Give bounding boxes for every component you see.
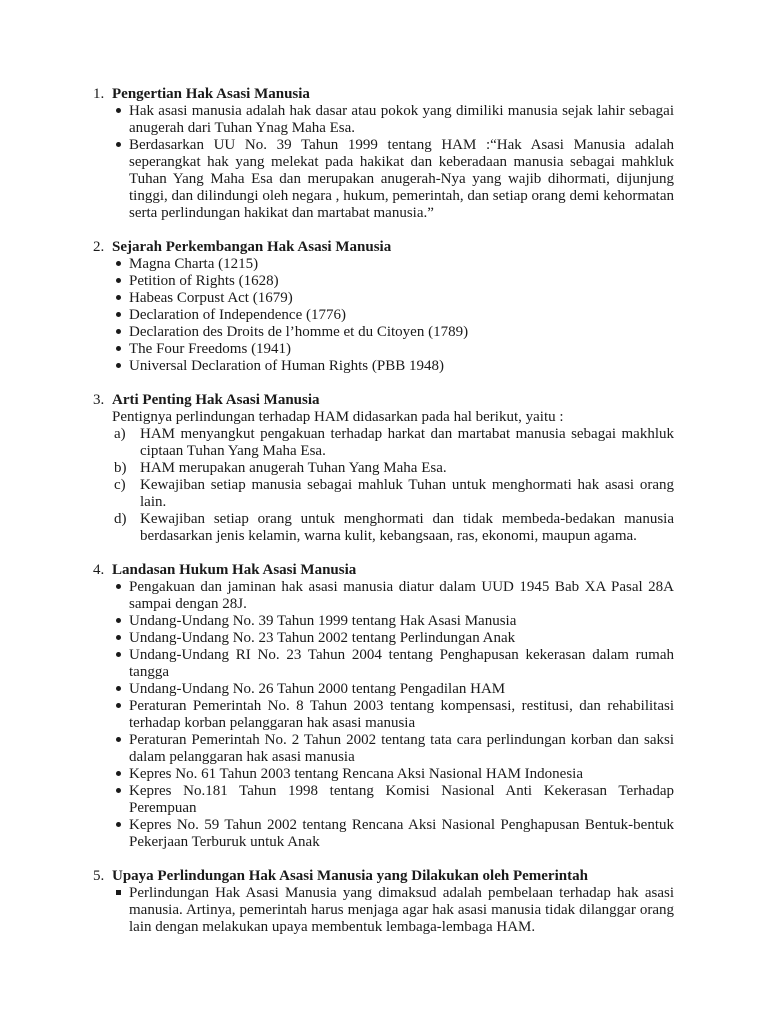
bullet-dot-icon [113, 817, 123, 834]
bullet-list [0, 885, 768, 936]
section-heading [0, 868, 768, 885]
section-heading [0, 562, 768, 579]
list-item: Pengakuan dan jaminan hak asasi manusia diatur dalam UUD 1945 Bab XA Pasal 28A sampai dengan 28J. [0, 579, 768, 613]
list-item: a) HAM menyangkut pengakuan terhadap harkat dan martabat manusia sebagai makhluk ciptaan Tuhan Yang Maha Esa. [114, 426, 674, 459]
list-item: Kepres No.181 Tahun 1998 tentang Komisi Nasional Anti Kekerasan Terhadap Perempuan [0, 783, 768, 817]
lettered-list [0, 426, 768, 545]
section-heading [0, 86, 768, 103]
section-intro: Pentignya perlindungan terhadap HAM didasarkan pada hal berikut, yaitu : [112, 409, 564, 425]
section-number: 5. [93, 868, 105, 884]
section-number: 3. [93, 392, 105, 408]
bullet-dot-icon [113, 681, 123, 698]
section-title: Arti Penting Hak Asasi Manusia [112, 392, 320, 408]
bullet-dot-icon [113, 273, 123, 290]
section-2 [0, 239, 768, 375]
section-title: Upaya Perlindungan Hak Asasi Manusia yang Dilakukan oleh Pemerintah [112, 868, 588, 884]
section-title: Landasan Hukum Hak Asasi Manusia [112, 562, 357, 578]
list-item: Declaration of Independence (1776) [0, 307, 768, 324]
bullet-list [0, 579, 768, 851]
section-number: 4. [93, 562, 105, 578]
bullet-dot-icon [113, 341, 123, 358]
bullet-square-icon [113, 885, 123, 902]
bullet-list [0, 256, 768, 375]
list-item: Declaration des Droits de l’homme et du Citoyen (1789) [0, 324, 768, 341]
list-item: c) Kewajiban setiap manusia sebagai mahluk Tuhan untuk menghormati hak asasi orang lain. [114, 477, 674, 510]
section-4 [0, 562, 768, 851]
bullet-dot-icon [113, 137, 123, 154]
list-item: d) Kewajiban setiap orang untuk menghormati dan tidak membeda-bedakan manusia berdasarkan jenis kelamin, warna kulit, kebangsaan, ras, ekonomi, maupun agama. [114, 511, 674, 544]
bullet-dot-icon [113, 647, 123, 664]
bullet-dot-icon [113, 630, 123, 647]
list-item: Kepres No. 61 Tahun 2003 tentang Rencana Aksi Nasional HAM Indonesia [0, 766, 768, 783]
list-item: b) HAM merupakan anugerah Tuhan Yang Maha Esa. [114, 460, 447, 476]
bullet-dot-icon [113, 579, 123, 596]
list-marker: a) [114, 426, 126, 442]
list-item: Undang-Undang No. 39 Tahun 1999 tentang Hak Asasi Manusia [0, 613, 768, 630]
list-marker: c) [114, 477, 126, 493]
bullet-dot-icon [113, 783, 123, 800]
bullet-dot-icon [113, 290, 123, 307]
section-3 [0, 392, 768, 545]
list-marker: d) [114, 511, 127, 527]
list-item: Habeas Corpust Act (1679) [0, 290, 768, 307]
document-page [0, 86, 768, 936]
bullet-dot-icon [113, 698, 123, 715]
list-item: Universal Declaration of Human Rights (PBB 1948) [0, 358, 768, 375]
section-5 [0, 868, 768, 936]
list-item: Magna Charta (1215) [0, 256, 768, 273]
list-item: Berdasarkan UU No. 39 Tahun 1999 tentang HAM :“Hak Asasi Manusia adalah seperangkat hak yang melekat pada hakikat dan keberadaan manusia sebagai mahkluk Tuhan Yang Maha Esa dan merupakan anugerah-Nya yang wajib dihormati, dijunjung tinggi, dan dilindungi oleh negara , hukum, pemerintah, dan setiap orang demi kehormatan serta perlindungan hakikat dan martabat manusia.” [0, 137, 768, 222]
bullet-dot-icon [113, 307, 123, 324]
bullet-dot-icon [113, 613, 123, 630]
bullet-dot-icon [113, 256, 123, 273]
list-item: Petition of Rights (1628) [0, 273, 768, 290]
bullet-list [0, 103, 768, 222]
section-number: 2. [93, 239, 105, 255]
list-item: Perlindungan Hak Asasi Manusia yang dimaksud adalah pembelaan terhadap hak asasi manusia. Artinya, pemerintah harus menjaga agar hak asasi manusia tidak dilanggar orang lain dengan melakukan upaya membentuk lembaga-lembaga HAM. [0, 885, 768, 936]
bullet-dot-icon [113, 358, 123, 375]
section-number: 1. [93, 86, 105, 102]
bullet-dot-icon [113, 324, 123, 341]
section-heading [0, 392, 768, 409]
list-item: Kepres No. 59 Tahun 2002 tentang Rencana Aksi Nasional Penghapusan Bentuk-bentuk Pekerjaan Terburuk untuk Anak [0, 817, 768, 851]
list-item: Undang-Undang No. 23 Tahun 2002 tentang Perlindungan Anak [0, 630, 768, 647]
section-title: Pengertian Hak Asasi Manusia [112, 86, 310, 102]
section-heading [0, 239, 768, 256]
section-title: Sejarah Perkembangan Hak Asasi Manusia [112, 239, 392, 255]
list-item: Peraturan Pemerintah No. 2 Tahun 2002 tentang tata cara perlindungan korban dan saksi dalam pelanggaran hak asasi manusia [0, 732, 768, 766]
list-item: Undang-Undang No. 26 Tahun 2000 tentang Pengadilan HAM [0, 681, 768, 698]
list-item: Peraturan Pemerintah No. 8 Tahun 2003 tentang kompensasi, restitusi, dan rehabilitasi terhadap korban pelanggaran hak asasi manusia [0, 698, 768, 732]
list-item: Hak asasi manusia adalah hak dasar atau pokok yang dimiliki manusia sejak lahir sebagai anugerah dari Tuhan Ynag Maha Esa. [0, 103, 768, 137]
list-item: Undang-Undang RI No. 23 Tahun 2004 tentang Penghapusan kekerasan dalam rumah tangga [0, 647, 768, 681]
bullet-dot-icon [113, 766, 123, 783]
section-1 [0, 86, 768, 222]
bullet-dot-icon [113, 732, 123, 749]
list-item: The Four Freedoms (1941) [0, 341, 768, 358]
list-marker: b) [114, 460, 127, 476]
bullet-dot-icon [113, 103, 123, 120]
